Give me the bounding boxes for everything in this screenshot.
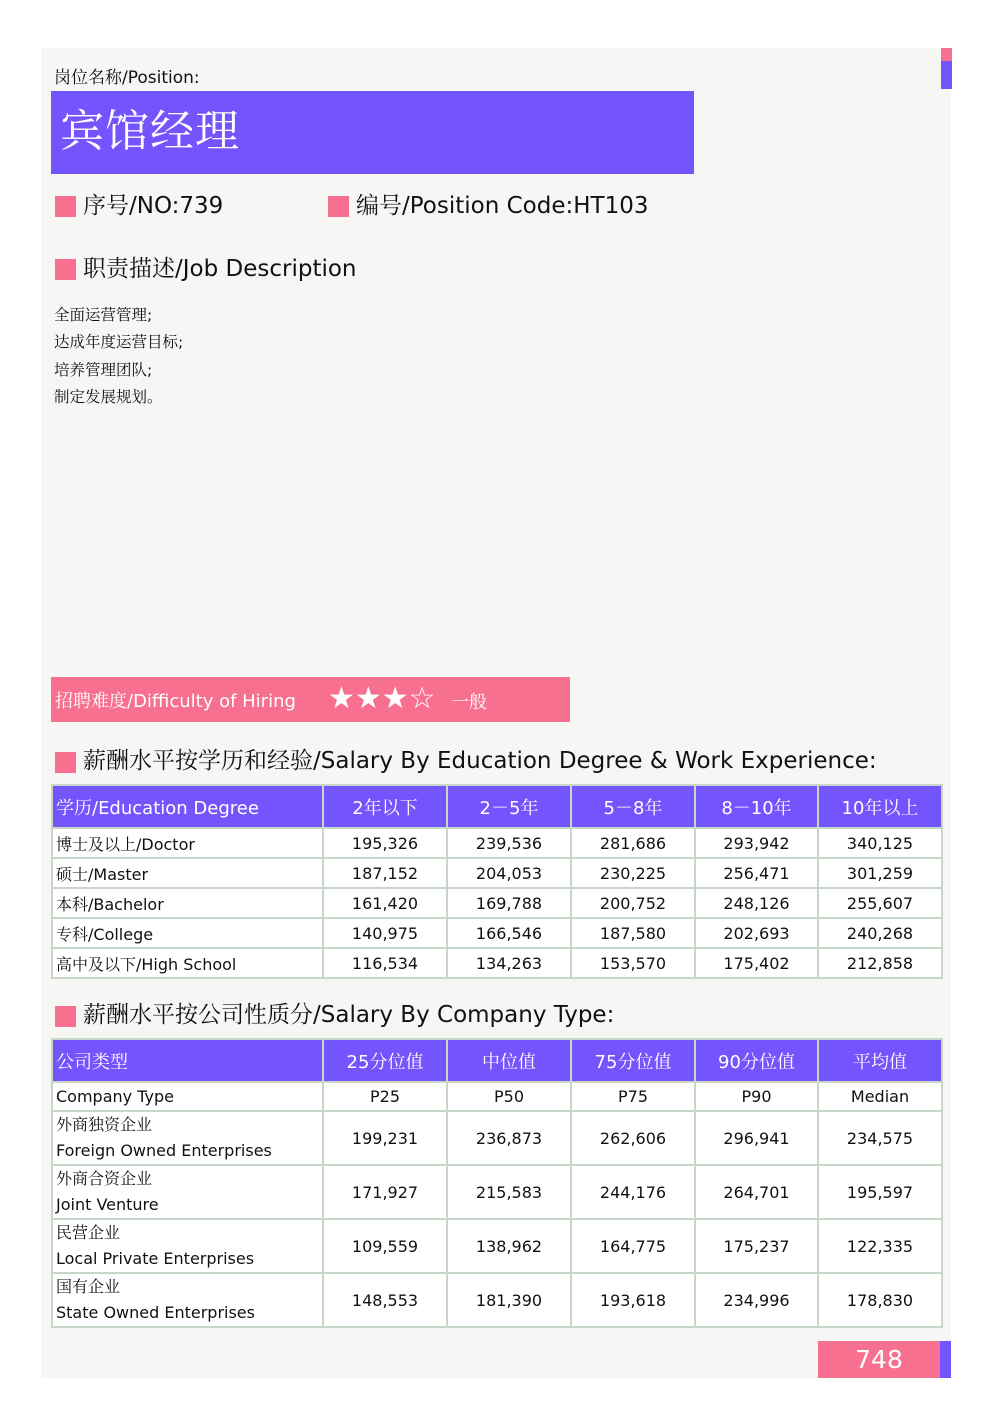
- column-header: 90分位值: [695, 1039, 818, 1082]
- table-cell: 高中及以下/High School: [52, 948, 323, 978]
- table-cell: 硕士/Master: [52, 858, 323, 888]
- table-cell: 164,775: [571, 1219, 695, 1273]
- column-header: 8－10年: [695, 785, 818, 828]
- table-cell: 244,176: [571, 1165, 695, 1219]
- bullet-square-icon: [55, 1006, 76, 1027]
- table-row: [52, 1165, 942, 1219]
- duty-item: 培养管理团队;: [54, 360, 153, 379]
- table-subheader-row: [52, 1082, 942, 1111]
- table-row: [52, 858, 942, 888]
- table-cell: 138,962: [447, 1219, 571, 1273]
- education-salary-table: [51, 784, 943, 979]
- table-cell: 296,941: [695, 1111, 818, 1165]
- bullet-square-icon: [328, 196, 349, 217]
- table-header-row: [52, 1039, 942, 1082]
- table-row: [52, 1219, 942, 1273]
- column-header: 10年以上: [818, 785, 942, 828]
- difficulty-label: 招聘难度/Difficulty of Hiring: [55, 691, 296, 712]
- table-cell: 187,580: [571, 918, 695, 948]
- table-cell: 340,125: [818, 828, 942, 858]
- table-cell: 161,420: [323, 888, 447, 918]
- table-cell: 193,618: [571, 1273, 695, 1327]
- table-row: [52, 1111, 942, 1165]
- table-cell: 264,701: [695, 1165, 818, 1219]
- duty-item: 全面运营管理;: [54, 306, 153, 324]
- education-salary-heading: 薪酬水平按学历和经验/Salary By Education Degree & Work Experience:: [83, 748, 877, 774]
- table-cell: P75: [571, 1082, 695, 1111]
- table-row: [52, 828, 942, 858]
- table-cell: 200,752: [571, 888, 695, 918]
- table-cell: 234,575: [818, 1111, 942, 1165]
- table-cell: 175,237: [695, 1219, 818, 1273]
- serial-number: 序号/NO:739: [83, 193, 224, 219]
- corner-accent-purple: [941, 61, 952, 89]
- table-cell: 134,263: [447, 948, 571, 978]
- column-header: 平均值: [818, 1039, 942, 1082]
- page-number: 748: [855, 1345, 903, 1374]
- table-cell: 236,873: [447, 1111, 571, 1165]
- table-cell: 本科/Bachelor: [52, 888, 323, 918]
- table-cell: 178,830: [818, 1273, 942, 1327]
- table-cell: 169,788: [447, 888, 571, 918]
- table-cell: Median: [818, 1082, 942, 1111]
- table-row: [52, 948, 942, 978]
- job-description-heading: 职责描述/Job Description: [83, 256, 357, 282]
- column-header: 5－8年: [571, 785, 695, 828]
- company-type-cell: [52, 1273, 323, 1327]
- difficulty-stars-icon: ★★★☆: [328, 681, 436, 716]
- table-cell: 博士及以上/Doctor: [52, 828, 323, 858]
- company-type-cn: 外商合资企业: [56, 1169, 153, 1188]
- table-cell: 109,559: [323, 1219, 447, 1273]
- company-salary-table: [51, 1038, 943, 1328]
- table-cell: 230,225: [571, 858, 695, 888]
- table-row: [52, 918, 942, 948]
- position-label: 岗位名称/Position:: [54, 68, 200, 88]
- company-type-cell: [52, 1111, 323, 1165]
- company-type-cn: 国有企业: [56, 1277, 121, 1296]
- table-cell: 195,326: [323, 828, 447, 858]
- table-cell: 153,570: [571, 948, 695, 978]
- company-salary-heading: 薪酬水平按公司性质分/Salary By Company Type:: [83, 1002, 615, 1028]
- table-cell: 239,536: [447, 828, 571, 858]
- table-cell: 293,942: [695, 828, 818, 858]
- table-cell: 181,390: [447, 1273, 571, 1327]
- table-cell: 166,546: [447, 918, 571, 948]
- column-header: 中位值: [447, 1039, 571, 1082]
- table-cell: 195,597: [818, 1165, 942, 1219]
- bullet-square-icon: [55, 752, 76, 773]
- corner-accent-pink: [941, 48, 952, 61]
- table-cell: 187,152: [323, 858, 447, 888]
- difficulty-level: 一般: [451, 692, 487, 713]
- table-cell: 204,053: [447, 858, 571, 888]
- table-cell: 248,126: [695, 888, 818, 918]
- column-header: 2－5年: [447, 785, 571, 828]
- table-row: [52, 1273, 942, 1327]
- company-type-en: Joint Venture: [56, 1195, 159, 1214]
- duty-item: 制定发展规划。: [54, 387, 163, 406]
- page-title: 宾馆经理: [60, 106, 240, 157]
- table-cell: P25: [323, 1082, 447, 1111]
- bullet-square-icon: [55, 259, 76, 280]
- table-row: [52, 888, 942, 918]
- table-cell: 234,996: [695, 1273, 818, 1327]
- company-type-en: Foreign Owned Enterprises: [56, 1141, 272, 1160]
- company-type-en: Local Private Enterprises: [56, 1249, 255, 1268]
- table-cell: 199,231: [323, 1111, 447, 1165]
- job-description-list: [54, 302, 183, 411]
- bullet-square-icon: [55, 196, 76, 217]
- company-type-cn: 民营企业: [56, 1223, 121, 1242]
- table-cell: 202,693: [695, 918, 818, 948]
- table-cell: 212,858: [818, 948, 942, 978]
- table-cell: 116,534: [323, 948, 447, 978]
- column-header: 75分位值: [571, 1039, 695, 1082]
- table-cell: P50: [447, 1082, 571, 1111]
- table-cell: 301,259: [818, 858, 942, 888]
- table-cell: 262,606: [571, 1111, 695, 1165]
- table-cell: 171,927: [323, 1165, 447, 1219]
- table-cell: 175,402: [695, 948, 818, 978]
- company-type-en: State Owned Enterprises: [56, 1303, 255, 1322]
- column-header: 25分位值: [323, 1039, 447, 1082]
- table-cell: 256,471: [695, 858, 818, 888]
- table-cell: 215,583: [447, 1165, 571, 1219]
- table-cell: 281,686: [571, 828, 695, 858]
- table-cell: 140,975: [323, 918, 447, 948]
- column-header: 学历/Education Degree: [52, 785, 323, 828]
- table-cell: 240,268: [818, 918, 942, 948]
- column-header: 公司类型: [52, 1039, 323, 1082]
- table-header-row: [52, 785, 942, 828]
- table-cell: Company Type: [52, 1082, 323, 1111]
- column-header: 2年以下: [323, 785, 447, 828]
- table-cell: 148,553: [323, 1273, 447, 1327]
- company-type-cn: 外商独资企业: [56, 1115, 153, 1134]
- company-type-cell: [52, 1165, 323, 1219]
- table-cell: 专科/College: [52, 918, 323, 948]
- table-cell: P90: [695, 1082, 818, 1111]
- table-cell: 122,335: [818, 1219, 942, 1273]
- position-code: 编号/Position Code:HT103: [356, 193, 649, 219]
- page-number-accent: [940, 1341, 951, 1378]
- company-type-cell: [52, 1219, 323, 1273]
- table-cell: 255,607: [818, 888, 942, 918]
- duty-item: 达成年度运营目标;: [54, 333, 184, 352]
